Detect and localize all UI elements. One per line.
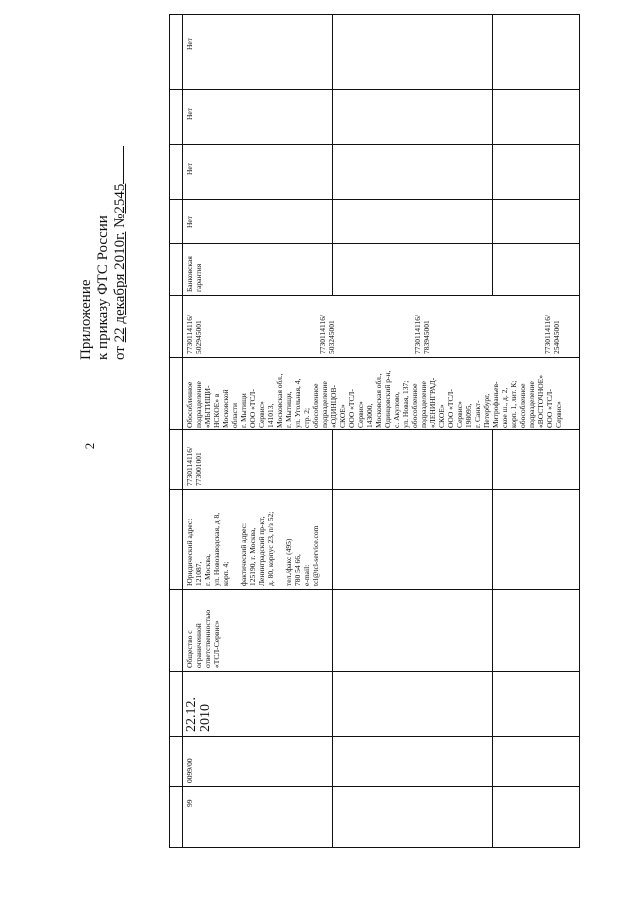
flag4-text: Нет — [185, 37, 194, 50]
date-text: 22.12. 2010 — [184, 697, 213, 732]
branches-cell — [183, 358, 580, 430]
org-name-cell — [183, 590, 333, 672]
address-cell — [183, 490, 333, 590]
appendix-date-line — [112, 40, 129, 360]
appendix-title: Приложение — [78, 279, 94, 360]
inn-kpp-cell — [183, 430, 333, 490]
inn-kpp-text: 7730114116/ 773001001 — [185, 446, 203, 486]
security-type-cell — [183, 244, 333, 296]
flag3-cell — [183, 90, 333, 145]
flag2-cell — [183, 145, 333, 200]
underline-rule — [123, 146, 124, 184]
branch-kpp-3: 7730114116/ 783945001 — [413, 314, 431, 354]
address-text: Юридический адрес: 121087, г. Москва, ул. Новозаводская, д 8, корп. 4; фактический адрес: 125190, г. Москва, Ленинградский пр-кт, д. 80, корпус 23, п/з 52; тел./факс (495) 780 54 66, e-mail: tcl@tcl-service.com — [185, 511, 320, 586]
branch-kpp-2: 7730114116/ 503245001 — [318, 314, 336, 354]
order-number: 2545 — [112, 183, 128, 214]
flag2-text: Нет — [185, 162, 194, 175]
appendix-header — [78, 40, 138, 360]
index-text: 99 — [185, 799, 194, 807]
registry-table — [169, 14, 580, 848]
date-day: 22 — [112, 327, 128, 343]
reg-number-text: 0099/00 — [185, 758, 194, 783]
flag3-text: Нет — [185, 107, 194, 120]
branch-kpp-1: 7730114116/ 502945001 — [185, 314, 203, 354]
flag4-cell — [183, 15, 333, 90]
registry-table-wrap — [169, 14, 579, 847]
date-cell — [183, 672, 333, 737]
branches-text: Обособленное подразделение «МЫТИЩИ- НСКОЕ» в Московской области г. Мытищи ООО «ТСЛ- Сервис» 141013, Московская обл., г. Мытищи, ул. Угольная, 4, стр. 2; обособленное подразделение «ОДИНЦОВ- СКОЕ» ООО «ТСЛ- Сервис» 143000, Московская обл., Одинцовский р-н, с. Акулово, ул. Новая, 137; обособленное подразделение «ЛЕНИНГРАД- СКОЕ» ООО «ТСЛ- Сервис» 198095, г. Санкт- Петербург, Митрофаньев- ское ш., д. 2, корп. 1, лит. К; обособленное подразделение «ВОСТОЧНОЕ» ООО «ТСЛ- Сервис» — [185, 370, 563, 428]
date-month-year: декабря 2010г. — [112, 231, 128, 324]
number-prefix: № — [112, 213, 128, 228]
appendix-order-line: к приказу ФТС России — [95, 215, 111, 360]
date-prefix: от — [112, 346, 128, 360]
org-name-text: Общество с ограниченной ответственностью «ТСЛ-Сервис» — [185, 609, 221, 668]
branch-kpp-4: 7730114116/ 254045001 — [543, 314, 561, 354]
flag1-text: Нет — [185, 215, 194, 228]
reg-number-cell — [183, 737, 333, 787]
security-type-text: Банковская гарантия — [185, 256, 203, 292]
flag1-cell — [183, 200, 333, 244]
page-number: 2 — [82, 442, 97, 450]
branch-kpp-cell — [183, 296, 580, 358]
index-cell — [183, 787, 333, 848]
